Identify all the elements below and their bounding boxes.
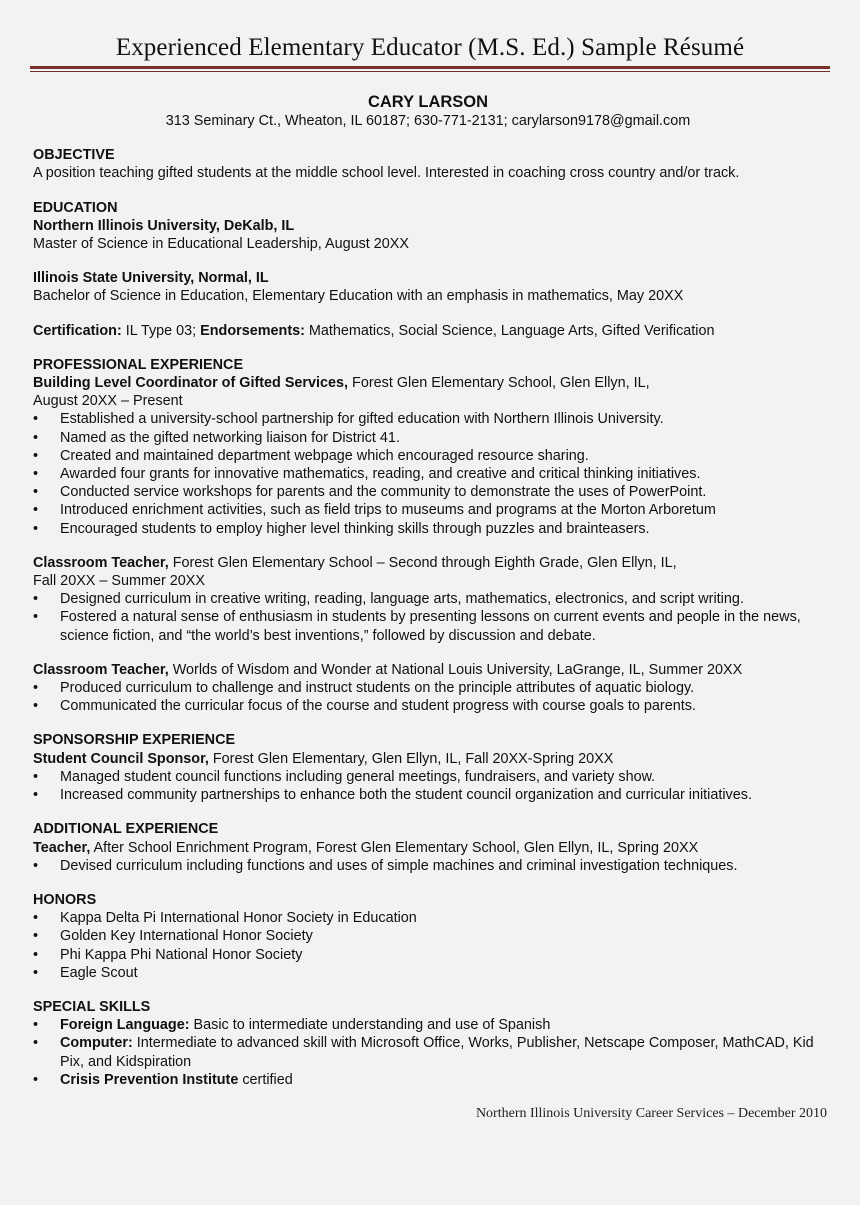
- additional-title: Teacher,: [33, 839, 91, 856]
- sponsorship-bullets: [33, 768, 823, 804]
- skills-list: [33, 1016, 823, 1089]
- professional-heading: PROFESSIONAL EXPERIENCE: [33, 356, 244, 373]
- list-item: • Named as the gifted networking liaison for District 41.: [33, 429, 823, 447]
- list-item: • Encouraged students to employ higher level thinking skills through puzzles and brainteasers.: [33, 520, 823, 538]
- job-2-bullets: [33, 590, 823, 645]
- skill-text: Intermediate to advanced skill with Microsoft Office, Works, Publisher, Netscape Composer, MathCAD, Kid Pix, and Kidspiration: [60, 1035, 814, 1070]
- job-2-header: [33, 554, 823, 572]
- additional-place: After School Enrichment Program, Forest Glen Elementary School, Glen Ellyn, IL, Spring 20XX: [90, 839, 699, 856]
- sponsorship-heading: SPONSORSHIP EXPERIENCE: [33, 732, 236, 749]
- certification-line: [33, 322, 823, 340]
- honors-list: [33, 909, 823, 982]
- additional-bullets: [33, 857, 823, 875]
- job-1-bullets: [33, 410, 823, 537]
- list-item: • Increased community partnerships to enhance both the student council organization and curricular initiatives.: [33, 786, 823, 804]
- endorsements-text: Mathematics, Social Science, Language Arts, Gifted Verification: [304, 322, 715, 339]
- job-3-place: Worlds of Wisdom and Wonder at National Louis University, LaGrange, IL, Summer 20XX: [168, 661, 743, 678]
- list-item: • Established a university-school partnership for gifted education with Northern Illinois University.: [33, 410, 823, 428]
- certification-text: IL Type 03;: [121, 322, 201, 339]
- job-1-place: Forest Glen Elementary School, Glen Ellyn, IL,: [348, 375, 650, 392]
- additional-heading: ADDITIONAL EXPERIENCE: [33, 821, 219, 838]
- job-1-header: [33, 374, 823, 392]
- education-school-2: Illinois State University, Normal, IL: [33, 270, 269, 287]
- list-item: • Eagle Scout: [33, 964, 823, 982]
- page-footer: Northern Illinois University Career Services – December 2010: [475, 1106, 827, 1121]
- candidate-name: CARY LARSON: [367, 93, 489, 111]
- list-item: • Phi Kappa Phi National Honor Society: [33, 946, 823, 964]
- sponsorship-title: Student Council Sponsor,: [33, 750, 209, 767]
- skill-text: Basic to intermediate understanding and use of Spanish: [189, 1017, 551, 1034]
- skill-text: certified: [238, 1071, 293, 1088]
- title-rule-thin: [30, 71, 830, 72]
- document-title: Experienced Elementary Educator (M.S. Ed.) Sample Résumé: [115, 34, 745, 61]
- sponsorship-place: Forest Glen Elementary, Glen Ellyn, IL, Fall 20XX-Spring 20XX: [208, 750, 614, 767]
- job-3-bullets: [33, 679, 823, 715]
- list-item: • Managed student council functions including general meetings, fundraisers, and variety show.: [33, 768, 823, 786]
- objective-text: A position teaching gifted students at the middle school level. Interested in coaching cross country and/or track.: [33, 165, 740, 182]
- list-item: • Conducted service workshops for parents and the community to demonstrate the uses of PowerPoint.: [33, 483, 823, 501]
- contact-line: 313 Seminary Ct., Wheaton, IL 60187; 630-771-2131; carylarson9178@gmail.com: [165, 113, 691, 129]
- objective-heading: OBJECTIVE: [33, 147, 115, 164]
- list-item: • Communicated the curricular focus of the course and student progress with course goals to parents.: [33, 697, 823, 715]
- list-item: • Created and maintained department webpage which encouraged resource sharing.: [33, 447, 823, 465]
- skill-label: Foreign Language:: [60, 1017, 190, 1034]
- job-1-dates: August 20XX – Present: [33, 393, 183, 410]
- honors-heading: HONORS: [33, 891, 97, 908]
- list-item: [33, 1034, 823, 1070]
- job-2-place: Forest Glen Elementary School – Second through Eighth Grade, Glen Ellyn, IL,: [168, 554, 677, 571]
- resume-body: [33, 92, 823, 1089]
- endorsements-label: Endorsements:: [200, 322, 305, 339]
- education-school-1: Northern Illinois University, DeKalb, IL: [33, 217, 295, 234]
- sponsorship-header: [33, 750, 823, 768]
- skill-label: Crisis Prevention Institute: [60, 1071, 239, 1088]
- list-item: • Introduced enrichment activities, such as field trips to museums and programs at the Morton Arboretum: [33, 501, 823, 519]
- job-2-title: Classroom Teacher,: [33, 554, 169, 571]
- job-3-header: [33, 661, 823, 679]
- list-item: • Produced curriculum to challenge and instruct students on the principle attributes of aquatic biology.: [33, 679, 823, 697]
- education-degree-1: Master of Science in Educational Leadership, August 20XX: [33, 236, 409, 253]
- list-item: • Designed curriculum in creative writing, reading, language arts, mathematics, electronics, and script writing.: [33, 590, 823, 608]
- certification-label: Certification:: [33, 322, 122, 339]
- list-item: • Awarded four grants for innovative mathematics, reading, and creative and critical thinking initiatives.: [33, 465, 823, 483]
- list-item: [33, 1016, 823, 1034]
- list-item: [33, 1071, 823, 1089]
- list-item: • Fostered a natural sense of enthusiasm in students by presenting lessons on current events and people in the news, science fiction, and “the world’s best inventions,” followed by discussion and debate.: [33, 608, 823, 644]
- list-item: • Golden Key International Honor Society: [33, 927, 823, 945]
- list-item: • Kappa Delta Pi International Honor Society in Education: [33, 909, 823, 927]
- job-1-title: Building Level Coordinator of Gifted Services,: [33, 375, 349, 392]
- education-degree-2: Bachelor of Science in Education, Elementary Education with an emphasis in mathematics, May 20XX: [33, 288, 684, 305]
- job-2-dates: Fall 20XX – Summer 20XX: [33, 573, 205, 590]
- job-3-title: Classroom Teacher,: [33, 661, 169, 678]
- additional-header: [33, 839, 823, 857]
- title-rule-thick: [30, 66, 830, 69]
- list-item: • Devised curriculum including functions and uses of simple machines and criminal investigation techniques.: [33, 857, 823, 875]
- skills-heading: SPECIAL SKILLS: [33, 998, 151, 1015]
- skill-label: Computer:: [60, 1035, 133, 1052]
- education-heading: EDUCATION: [33, 199, 118, 216]
